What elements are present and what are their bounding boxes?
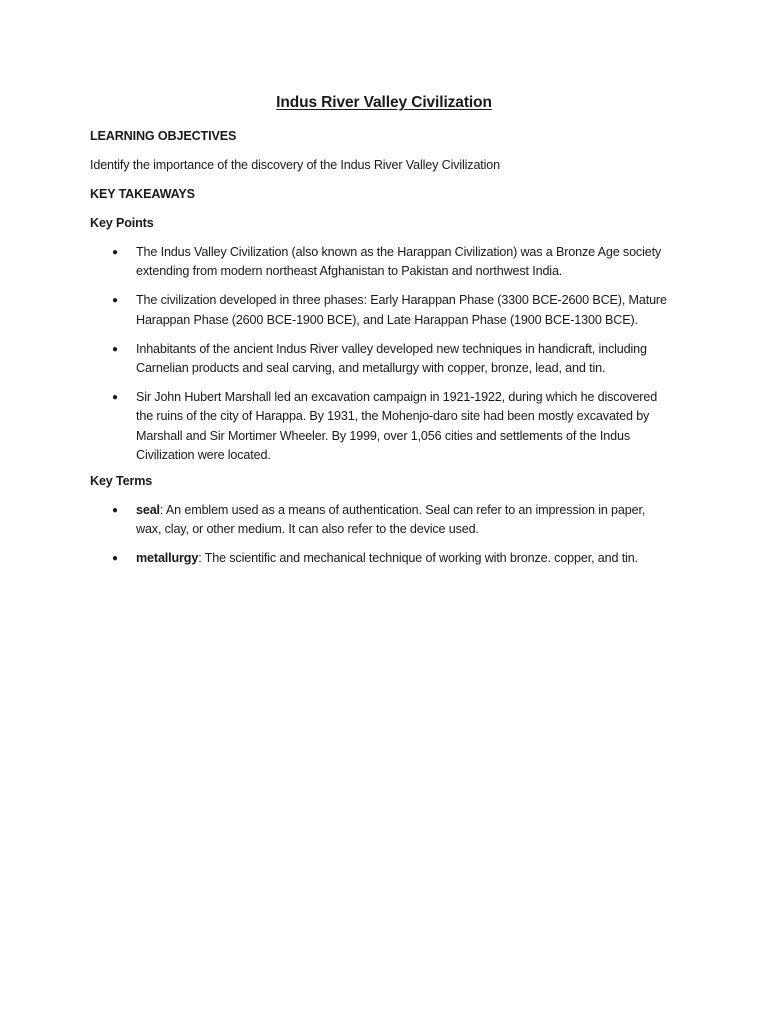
key-point-line: Marshall and Sir Mortimer Wheeler. By 1999, over 1,056 cities and settlements of the Indus [136, 428, 630, 443]
key-point-line: Inhabitants of the ancient Indus River valley developed new techniques in handicraft, including [136, 341, 647, 356]
key-term-line [136, 501, 690, 520]
key-point-item [90, 340, 690, 378]
key-term-name: seal [136, 503, 160, 517]
key-point-line: The Indus Valley Civilization (also known as the Harappan Civilization) was a Bronze Age society [136, 245, 662, 259]
key-term-item [90, 501, 690, 539]
key-term-item [90, 549, 690, 568]
key-point-line: Sir John Hubert Marshall led an excavation campaign in 1921-1922, during which he discovered [136, 390, 658, 405]
key-term-definition: : The scientific and mechanical technique of working with bronze. copper, and tin. [198, 551, 638, 566]
key-term-definition: : An emblem used as a means of authentication. Seal can refer to an impression in paper, [159, 503, 646, 517]
key-point-line: Harappan Phase (2600 BCE-1900 BCE), and Late Harappan Phase (1900 BCE-1300 BCE). [136, 312, 638, 327]
key-point-line: the ruins of the city of Harappa. By 1931, the Mohenjo-daro site had been mostly excavated by [136, 409, 650, 424]
key-point-line: Civilization were located. [136, 447, 271, 462]
key-terms-list [90, 501, 690, 579]
key-point-line: extending from modern northeast Afghanistan to Pakistan and northwest India. [136, 264, 563, 279]
key-term-line: wax, clay, or other medium. It can also refer to the device used. [136, 522, 479, 537]
key-term-line [136, 549, 690, 568]
bullet-icon: ● [112, 247, 118, 258]
key-point-item [90, 388, 690, 465]
key-point-item [90, 291, 690, 329]
bullet-icon: ● [112, 343, 118, 355]
document-title: Indus River Valley Civilization [276, 94, 492, 111]
key-term-name: metallurgy [136, 551, 199, 566]
learning-objectives-heading: LEARNING OBJECTIVES [90, 129, 237, 143]
bullet-icon: ● [112, 295, 118, 307]
key-point-line: Carnelian products and seal carving, and metallurgy with copper, bronze, lead, and tin. [136, 361, 606, 376]
key-terms-heading: Key Terms [90, 474, 153, 488]
bullet-icon: ● [112, 553, 118, 565]
key-point-line: The civilization developed in three phases: Early Harappan Phase (3300 BCE-2600 BCE), Mature [136, 293, 667, 308]
key-point-item [90, 243, 690, 281]
key-takeaways-heading: KEY TAKEAWAYS [90, 187, 195, 201]
bullet-icon: ● [112, 392, 118, 404]
key-points-list [90, 243, 690, 475]
key-points-heading: Key Points [90, 216, 154, 230]
bullet-icon: ● [112, 505, 118, 516]
learning-objective-text: Identify the importance of the discovery of the Indus River Valley Civilization [90, 158, 501, 172]
